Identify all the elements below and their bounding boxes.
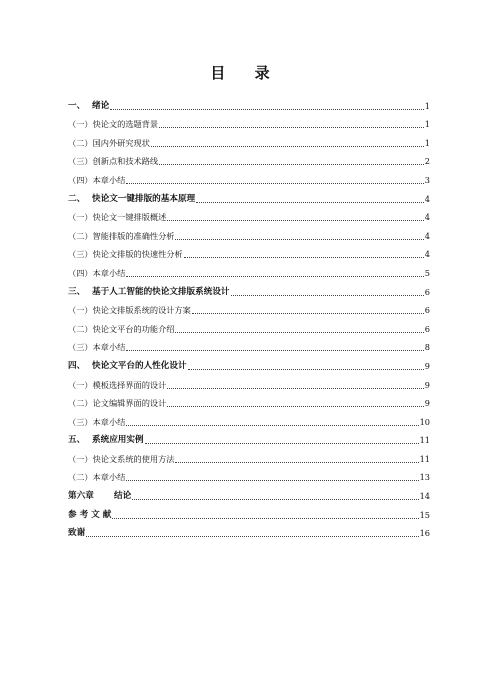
- toc-entry-page-number: 10: [419, 416, 430, 427]
- toc-entry[interactable]: [68, 224, 430, 243]
- toc-entry[interactable]: [68, 243, 430, 262]
- toc-entry-page-number: 4: [424, 212, 430, 223]
- toc-entry[interactable]: [68, 503, 430, 522]
- toc-entry[interactable]: [68, 447, 430, 466]
- dot-leader: [110, 109, 424, 110]
- toc-entry-number: （一）: [68, 453, 93, 464]
- toc-entry-title: 参 考 文 献: [68, 509, 112, 520]
- dot-leader: [126, 183, 423, 184]
- toc-entry-page-number: 3: [424, 174, 430, 185]
- dot-leader: [192, 313, 424, 314]
- toc-entry[interactable]: [68, 429, 430, 448]
- toc-entry-title: 国内外研究现状: [92, 137, 150, 148]
- toc-entry-page-number: 6: [424, 323, 430, 334]
- toc-entry-page-number: 6: [424, 305, 430, 316]
- toc-entry[interactable]: [68, 261, 430, 280]
- toc-entry-number: （一）: [68, 119, 93, 130]
- toc-entry-page-number: 6: [424, 286, 430, 297]
- toc-entry[interactable]: [68, 484, 430, 503]
- toc-entry-title: 模板选择界面的设计: [92, 379, 167, 390]
- toc-entry-title: 论文编辑界面的设计: [92, 398, 167, 409]
- toc-entry-page-number: 8: [424, 342, 430, 353]
- toc-entry-number: （四）: [68, 174, 93, 185]
- table-of-contents: [68, 94, 430, 540]
- toc-entry[interactable]: [68, 168, 430, 187]
- toc-entry-title: 本章小结: [92, 342, 126, 353]
- toc-entry[interactable]: [68, 113, 430, 132]
- toc-entry[interactable]: [68, 131, 430, 150]
- toc-entry-title: 本章小结: [92, 174, 126, 185]
- toc-entry[interactable]: [68, 187, 430, 206]
- toc-entry-page-number: 1: [424, 119, 430, 130]
- toc-entry-title: 快论文系统的使用方法: [92, 453, 175, 464]
- toc-entry-number: （二）: [68, 323, 93, 334]
- toc-entry-number: 三、: [68, 286, 86, 297]
- toc-entry-number: （三）: [68, 156, 93, 167]
- toc-entry-title: 快论文的选题背景: [92, 119, 159, 130]
- toc-entry-number: 二、: [68, 193, 86, 204]
- dot-leader: [126, 480, 418, 481]
- toc-entry-title: 创新点和技术路线: [92, 156, 159, 167]
- dot-leader: [167, 406, 424, 407]
- dot-leader: [159, 127, 424, 128]
- toc-entry-page-number: 9: [424, 360, 430, 371]
- dot-leader: [112, 518, 418, 519]
- toc-entry[interactable]: [68, 336, 430, 355]
- toc-entry-number: （三）: [68, 416, 93, 427]
- toc-title: 目 录: [210, 64, 282, 82]
- toc-entry[interactable]: [68, 392, 430, 411]
- toc-entry[interactable]: [68, 299, 430, 318]
- toc-entry-number: （二）: [68, 472, 93, 483]
- toc-entry-page-number: 11: [419, 435, 430, 446]
- toc-entry-title: 系统应用实例: [92, 435, 144, 446]
- toc-entry-title: 本章小结: [92, 416, 126, 427]
- toc-entry-title: 快论文平台的人性化设计: [92, 360, 187, 371]
- dot-leader: [188, 369, 424, 370]
- toc-entry[interactable]: [68, 522, 430, 541]
- toc-entry-page-number: 16: [419, 528, 430, 539]
- toc-entry-title: 快论文排版系统的设计方案: [92, 305, 191, 316]
- toc-entry-title: 智能排版的准确性分析: [92, 230, 175, 241]
- toc-entry-page-number: 14: [419, 491, 430, 502]
- dot-leader: [175, 332, 423, 333]
- dot-leader: [126, 276, 423, 277]
- dot-leader: [132, 499, 418, 500]
- toc-entry-title: 绪论: [92, 100, 110, 111]
- toc-entry-number: （三）: [68, 249, 93, 260]
- toc-entry-title: 本章小结: [92, 472, 126, 483]
- dot-leader: [151, 146, 424, 147]
- toc-entry[interactable]: [68, 317, 430, 336]
- toc-entry-number: （四）: [68, 267, 93, 278]
- toc-entry-page-number: 4: [424, 193, 430, 204]
- toc-entry-title: 快论文一键排版概述: [92, 212, 167, 223]
- toc-entry-number: 四、: [68, 360, 86, 371]
- toc-entry-number: （一）: [68, 305, 93, 316]
- toc-entry-number: （三）: [68, 342, 93, 353]
- toc-entry-title: 基于人工智能的快论文排版系统设计: [92, 286, 230, 297]
- toc-entry[interactable]: [68, 354, 430, 373]
- toc-entry-page-number: 2: [424, 156, 430, 167]
- toc-entry-page-number: 5: [424, 267, 430, 278]
- toc-entry-page-number: 13: [419, 472, 430, 483]
- toc-entry[interactable]: [68, 466, 430, 485]
- dot-leader: [231, 295, 424, 296]
- dot-leader: [184, 257, 424, 258]
- toc-entry-number: （一）: [68, 379, 93, 390]
- dot-leader: [159, 164, 424, 165]
- toc-entry-page-number: 9: [424, 398, 430, 409]
- toc-entry-number: 五、: [68, 435, 86, 446]
- toc-entry-number: （二）: [68, 398, 93, 409]
- toc-entry-title: 致谢: [68, 528, 86, 539]
- dot-leader: [167, 220, 424, 221]
- toc-entry[interactable]: [68, 150, 430, 169]
- toc-entry-number: （二）: [68, 137, 93, 148]
- dot-leader: [145, 443, 419, 444]
- toc-entry-page-number: 4: [424, 230, 430, 241]
- dot-leader: [175, 462, 418, 463]
- toc-entry-number: 一、: [68, 100, 86, 111]
- toc-entry-page-number: 1: [424, 100, 430, 111]
- toc-entry[interactable]: [68, 94, 430, 113]
- toc-entry-title: 本章小结: [92, 267, 126, 278]
- toc-entry-title: 快论文平台的功能介绍: [92, 323, 175, 334]
- dot-leader: [167, 388, 424, 389]
- toc-entry-page-number: 1: [424, 137, 430, 148]
- dot-leader: [126, 425, 418, 426]
- toc-entry[interactable]: [68, 373, 430, 392]
- toc-entry-page-number: 9: [424, 379, 430, 390]
- dot-leader: [126, 350, 423, 351]
- toc-entry-number: 第六章: [68, 491, 94, 502]
- dot-leader: [196, 202, 424, 203]
- dot-leader: [175, 239, 423, 240]
- toc-entry-page-number: 15: [419, 509, 430, 520]
- toc-entry-page-number: 11: [419, 453, 430, 464]
- toc-entry-title: 快论文排版的快速性分析: [92, 249, 183, 260]
- dot-leader: [86, 536, 418, 537]
- toc-entry[interactable]: [68, 280, 430, 299]
- toc-entry-number: （二）: [68, 230, 93, 241]
- toc-entry[interactable]: [68, 206, 430, 225]
- toc-entry-page-number: 4: [424, 249, 430, 260]
- toc-entry-title: 结论: [114, 491, 132, 502]
- toc-entry-title: 快论文一键排版的基本原理: [92, 193, 196, 204]
- toc-entry[interactable]: [68, 410, 430, 429]
- toc-entry-number: （一）: [68, 212, 93, 223]
